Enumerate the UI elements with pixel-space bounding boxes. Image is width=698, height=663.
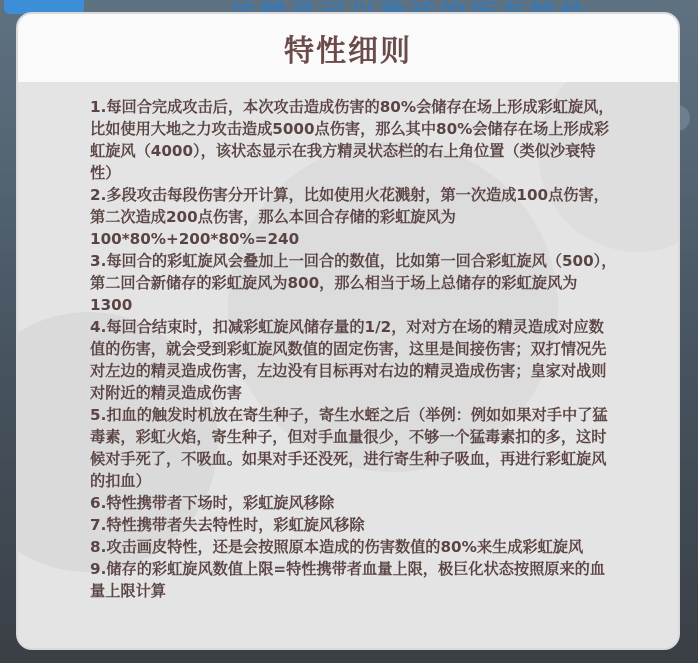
modal-header [18, 14, 678, 82]
rule-item: 1.每回合完成攻击后，本次攻击造成伤害的80%会储存在场上形成彩虹旋风，比如使用大地之力攻击造成5000点伤害，那么其中80%会储存在场上形成彩虹旋风（4000），该状态显示在我方精灵状态栏的右上角位置（类似沙衰特性） [90, 98, 614, 182]
rule-item: 8.攻击画皮特性，还是会按照原本造成的伤害数值的80%来生成彩虹旋风 [90, 538, 584, 556]
rule-item: 3.每回合的彩虹旋风会叠加上一回合的数值，比如第一回合彩虹旋风（500），第二回合新储存的彩虹旋风为800，那么相当于场上总储存的彩虹旋风为1300 [90, 252, 617, 314]
modal-body[interactable] [18, 82, 678, 648]
rule-item: 7.特性携带者失去特性时，彩虹旋风移除 [90, 516, 365, 534]
modal-title: 特性细则 [284, 34, 412, 69]
rules-list [90, 96, 618, 602]
rule-item: 6.特性携带者下场时，彩虹旋风移除 [90, 494, 335, 512]
rule-item: 4.每回合结束时，扣减彩虹旋风储存量的1/2，对对方在场的精灵造成对应数值的伤害，就会受到彩虹旋风数值的固定伤害，这里是间接伤害；双打情况先对左边的精灵造成伤害，左边没有目标再对右边的精灵造成伤害；皇家对战则对附近的精灵造成伤害 [90, 318, 607, 402]
rule-item: 2.多段攻击每段伤害分开计算，比如使用火花溅射，第一次造成100点伤害，第二次造成200点伤害，那么本回合存储的彩虹旋风为100*80%+200*80%=240 [90, 186, 609, 248]
rule-item: 9.储存的彩虹旋风数值上限=特性携带者血量上限，极巨化状态按照原来的血量上限计算 [90, 560, 606, 600]
trait-detail-modal [16, 12, 680, 650]
rule-item: 5.扣血的触发时机放在寄生种子，寄生水蛭之后（举例：例如如果对手中了猛毒素，彩虹火焰，寄生种子，但对手血量很少，不够一个猛毒素扣的多，这时候对手死了，不吸血。如果对手还没死，进行寄生种子吸血，再进行彩虹旋风的扣血） [90, 406, 608, 490]
